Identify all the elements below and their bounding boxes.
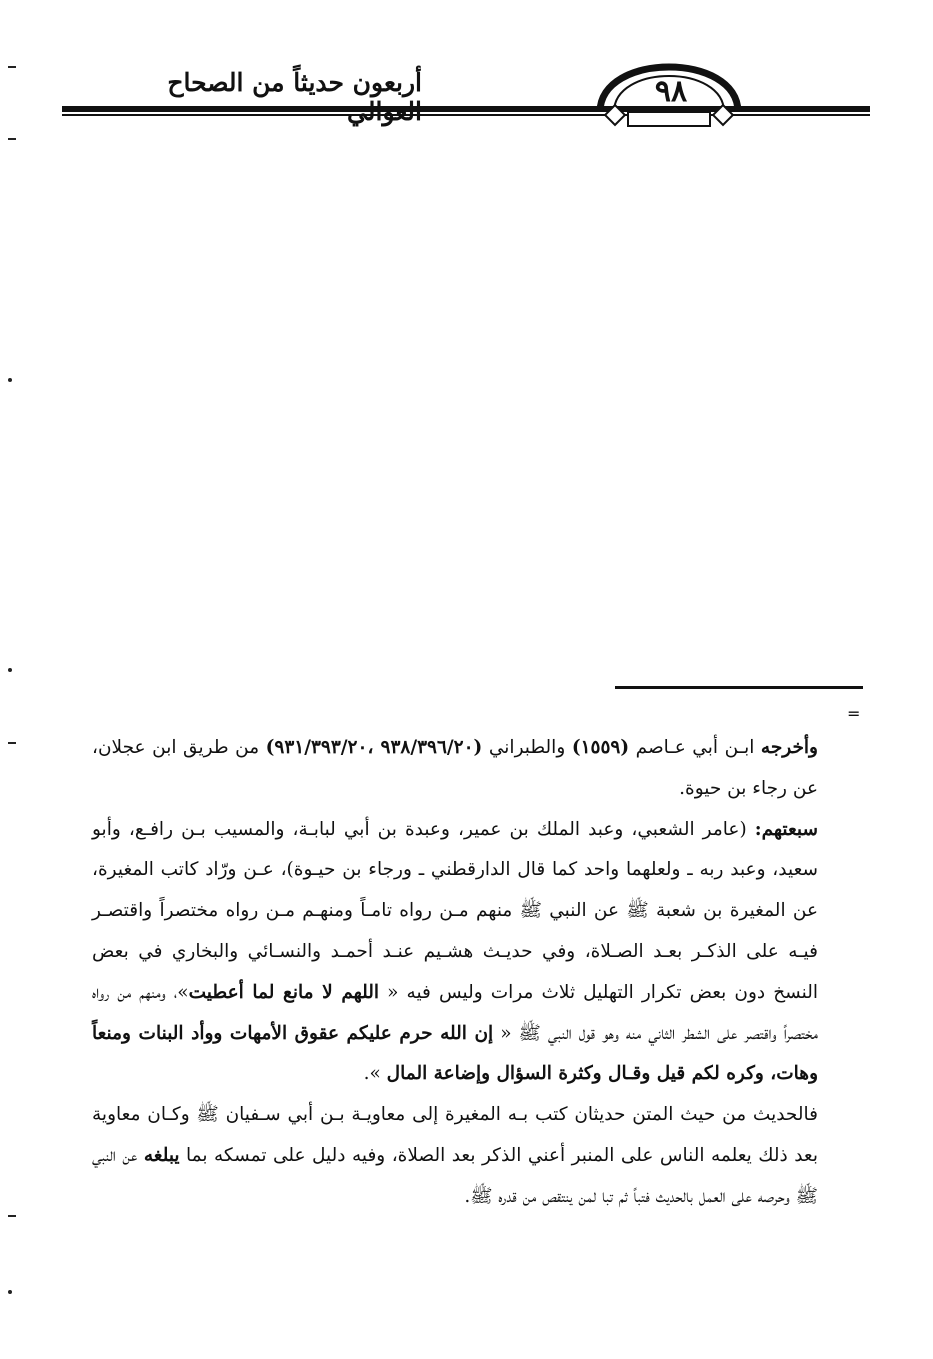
reference-number: (١٥٥٩) xyxy=(571,737,630,758)
hadith-quote: اللهم لا مانع لما أعطيت xyxy=(188,981,380,1003)
paragraph-commentary xyxy=(92,1095,818,1217)
reference-number: (٩٣٨/٣٩٦/٢٠ ،٩٣١/٣٩٣/٢٠) xyxy=(265,737,483,758)
running-title: أربعون حديثاً من الصحاح العوالي xyxy=(167,68,422,126)
paragraph-text: »، ومنهم من رواه مختصراً واقتصر على الشطر الثاني منه وهو قول النبي ﷺ « xyxy=(92,981,818,1044)
paragraph-text: والطبراني xyxy=(482,737,572,758)
page-number: ٩٨ xyxy=(654,74,688,109)
margin-mark xyxy=(8,378,12,382)
margin-mark xyxy=(8,66,16,68)
paragraph-lead: وأخرجه xyxy=(760,737,818,758)
paragraph-text: (عامر الشعبي، وعبد الملك بن عمير، وعبدة بن أبي لبابـة، والمسيب بـن رافـع، وأبو سعيد، وعبد ربه ـ ولعلهما واحد كما قال الدارقطني ـ ورجاء بن حيـوة)، عـن ورّاد كاتب المغيرة، عن المغيرة بن شعبة ﷺ عن النبي ﷺ منهم مـن رواه تامـاً ومنهـم مـن رواه مختصراً واقتصـر فيـه على الذكـر بعـد الصـلاة، وفي حديـث هشـيم عنـد أحمـد والنسـائي والبخاري في بعض النسخ دون بعض تكرار التهليل ثلاث مرات وليس فيه « xyxy=(92,818,819,1003)
footnote-continuation-mark: = xyxy=(847,704,861,723)
footnote-text xyxy=(92,728,818,1218)
emphasis-word: يبلغه xyxy=(143,1144,180,1166)
ornament-plate xyxy=(628,112,710,126)
paragraph-text: عن النبي ﷺ وحرصه على العمل بالحديث فتباً ثم تبا لمن ينتقص من قدره ﷺ. xyxy=(92,1144,818,1207)
paragraph-lead: سبعتهم: xyxy=(754,818,818,840)
page-header xyxy=(0,0,933,140)
footnote-separator xyxy=(615,686,863,689)
paragraph-text: من طريق ابن عجلان، عن رجاء بن حيوة. xyxy=(92,737,818,799)
paragraph-narrators xyxy=(92,810,818,1096)
hadith-quote: إن الله حرم عليكم عقوق الأمهات ووأد البنات ومنعاً وهات، وكره لكم قيل وقـال وكثرة السؤال وإضاعة المال xyxy=(92,1022,818,1085)
paragraph-takhrij xyxy=(92,728,818,810)
margin-mark xyxy=(8,1290,12,1294)
margin-mark xyxy=(8,742,16,744)
margin-mark xyxy=(8,668,12,672)
paragraph-text: ابـن أبي عـاصم xyxy=(629,737,761,758)
margin-mark xyxy=(8,1215,16,1217)
paragraph-text: فالحديث من حيث المتن حديثان كتب بـه المغيرة إلى معاويـة بـن أبي سـفيان ﷺ وكـان معاوية بعد ذلك يعلمه الناس على المنبر أعني الذكر بعد الصلاة، وفيه دليل على تمسكه بما xyxy=(92,1104,818,1166)
paragraph-text: ». xyxy=(363,1063,387,1085)
margin-mark xyxy=(8,138,16,140)
